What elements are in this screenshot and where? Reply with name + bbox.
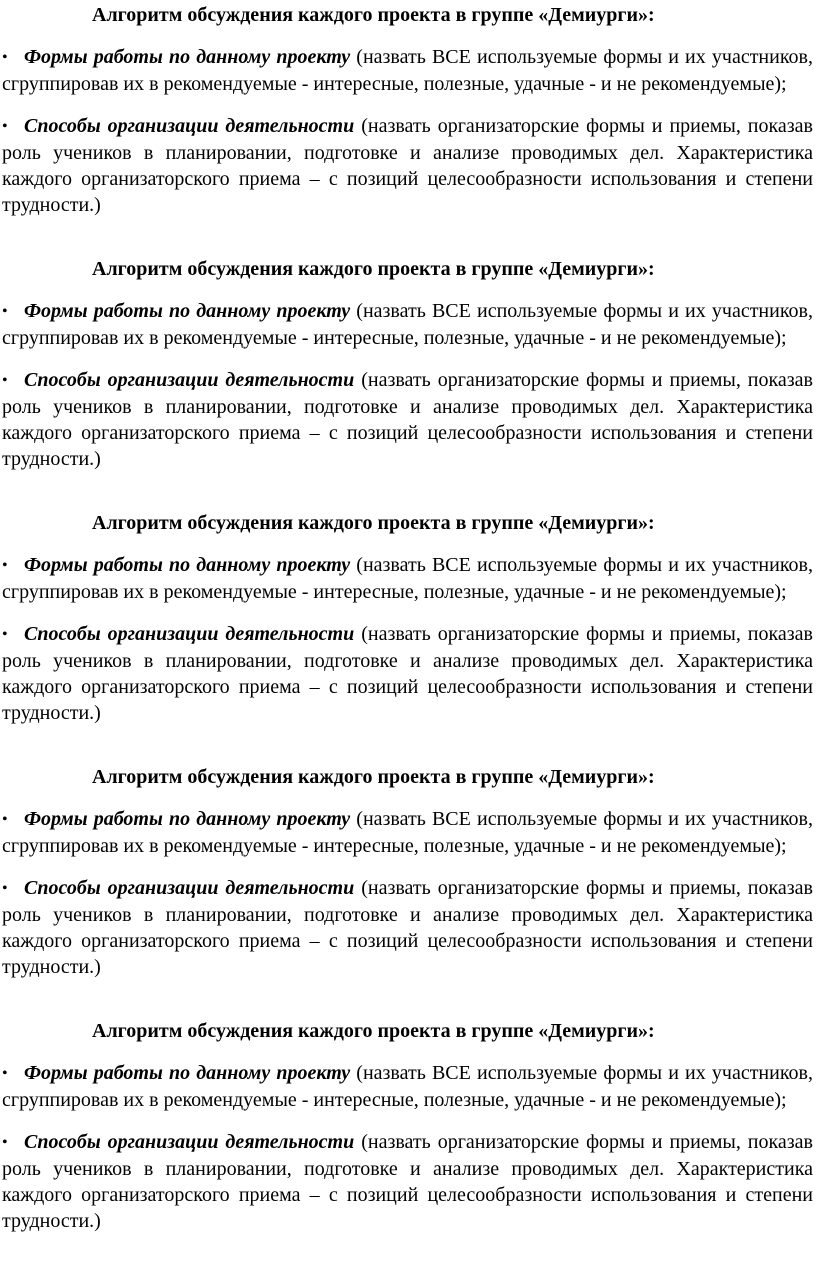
section-heading: Алгоритм обсуждения каждого проекта в группе «Демиурги»: [92,766,655,788]
item-term: Формы работы по данному проекту [24,46,351,68]
list-item-organization-methods [2,621,813,726]
bullet-icon: • [2,626,8,643]
bullet-icon: • [2,303,8,320]
item-term: Способы организации деятельности [24,1131,355,1153]
item-description: (назвать организаторские формы и приемы, показав роль учеников в планировании, подготовке и анализе проводимых дел. Характеристика каждого организаторского приема – с позиций целесообразности использования и степени трудности.) [2,623,813,724]
item-description: (назвать ВСЕ используемые формы и их участников, сгруппировав их в рекомендуемые - интересные, полезные, удачные - и не рекомендуемые); [2,554,813,603]
bullet-icon: • [2,372,8,389]
item-term: Формы работы по данному проекту [24,1062,351,1084]
list-item-work-forms [2,552,813,605]
algorithm-section [2,254,813,508]
item-term: Способы организации деятельности [24,369,355,391]
section-heading: Алгоритм обсуждения каждого проекта в группе «Демиурги»: [92,258,655,280]
section-heading: Алгоритм обсуждения каждого проекта в группе «Демиурги»: [92,1020,655,1042]
list-item-work-forms [2,1060,813,1113]
list-item-organization-methods [2,367,813,472]
list-item-work-forms [2,298,813,351]
item-description: (назвать ВСЕ используемые формы и их участников, сгруппировав их в рекомендуемые - интересные, полезные, удачные - и не рекомендуемые); [2,46,813,95]
list-item-organization-methods [2,1129,813,1234]
bullet-icon: • [2,811,8,828]
section-heading: Алгоритм обсуждения каждого проекта в группе «Демиурги»: [92,512,655,534]
item-description: (назвать организаторские формы и приемы, показав роль учеников в планировании, подготовке и анализе проводимых дел. Характеристика каждого организаторского приема – с позиций целесообразности использования и степени трудности.) [2,1131,813,1232]
item-term: Способы организации деятельности [24,115,355,137]
item-description: (назвать организаторские формы и приемы, показав роль учеников в планировании, подготовке и анализе проводимых дел. Характеристика каждого организаторского приема – с позиций целесообразности использования и степени трудности.) [2,877,813,978]
bullet-icon: • [2,557,8,574]
item-term: Способы организации деятельности [24,623,355,645]
algorithm-section [2,762,813,1016]
bullet-icon: • [2,118,8,135]
item-term: Формы работы по данному проекту [24,808,351,830]
algorithm-section [2,1016,813,1270]
bullet-icon: • [2,1134,8,1151]
item-term: Формы работы по данному проекту [24,554,351,576]
section-heading: Алгоритм обсуждения каждого проекта в группе «Демиурги»: [92,4,655,26]
algorithm-section [2,508,813,762]
item-term: Способы организации деятельности [24,877,355,899]
bullet-icon: • [2,1065,8,1082]
item-term: Формы работы по данному проекту [24,300,351,322]
bullet-icon: • [2,49,8,66]
item-description: (назвать организаторские формы и приемы, показав роль учеников в планировании, подготовке и анализе проводимых дел. Характеристика каждого организаторского приема – с позиций целесообразности использования и степени трудности.) [2,115,813,216]
list-item-organization-methods [2,875,813,980]
item-description: (назвать ВСЕ используемые формы и их участников, сгруппировав их в рекомендуемые - интересные, полезные, удачные - и не рекомендуемые); [2,300,813,349]
item-description: (назвать организаторские формы и приемы, показав роль учеников в планировании, подготовке и анализе проводимых дел. Характеристика каждого организаторского приема – с позиций целесообразности использования и степени трудности.) [2,369,813,470]
bullet-icon: • [2,880,8,897]
item-description: (назвать ВСЕ используемые формы и их участников, сгруппировав их в рекомендуемые - интересные, полезные, удачные - и не рекомендуемые); [2,1062,813,1111]
list-item-work-forms [2,44,813,97]
algorithm-section [2,0,813,254]
list-item-work-forms [2,806,813,859]
item-description: (назвать ВСЕ используемые формы и их участников, сгруппировав их в рекомендуемые - интересные, полезные, удачные - и не рекомендуемые); [2,808,813,857]
list-item-organization-methods [2,113,813,218]
